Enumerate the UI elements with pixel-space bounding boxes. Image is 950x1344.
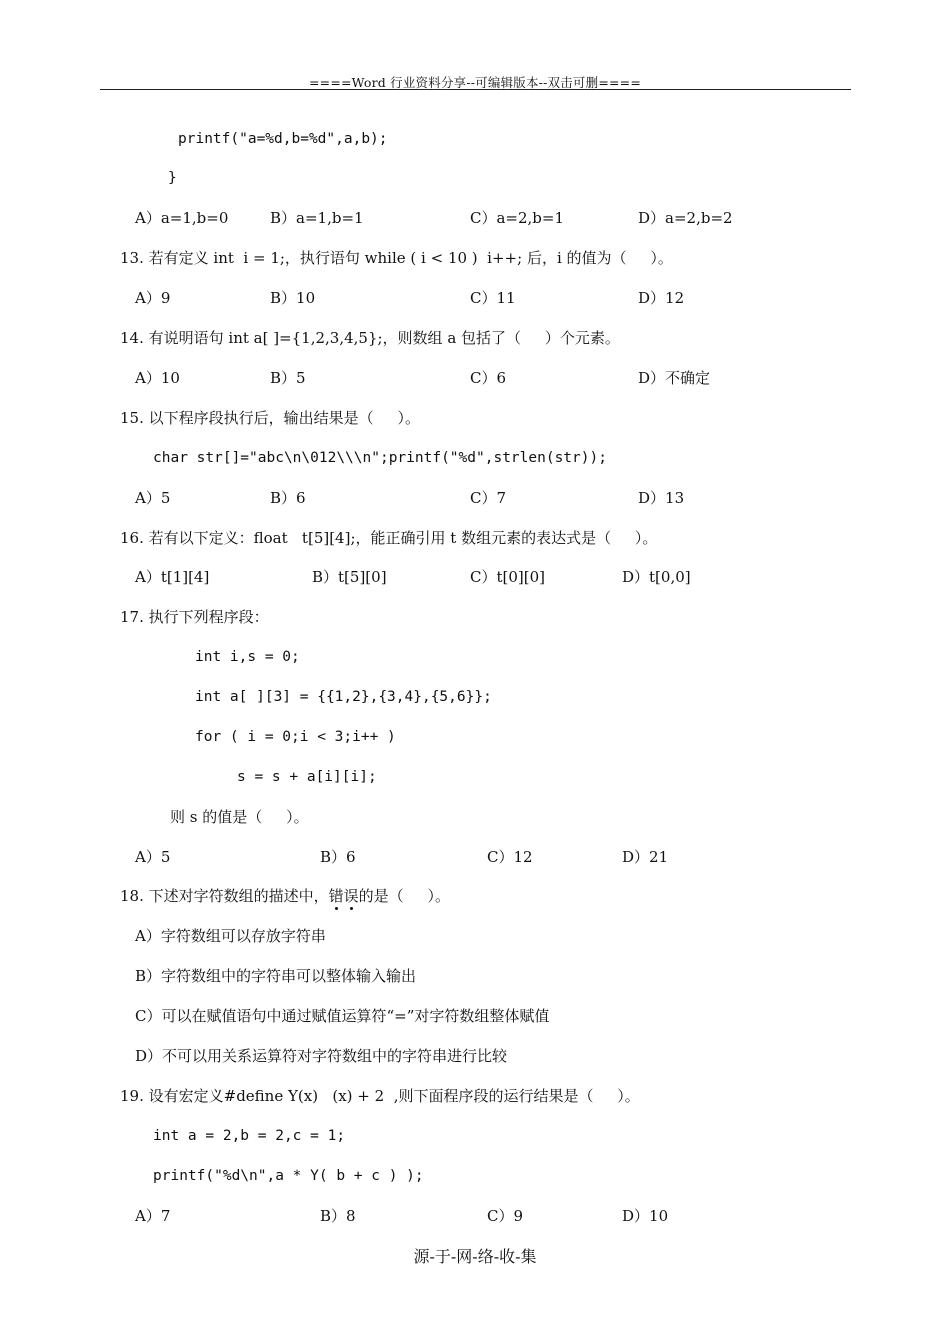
q17-option-a: A）5 [135,848,171,866]
q19-option-d: D）10 [622,1207,669,1225]
q17-code-line-3: for ( i = 0;i < 3;i++ ) [195,729,396,745]
q19-option-c: C）9 [487,1207,524,1225]
q18-stem-after: 的是（ ）。 [358,887,450,905]
q14-option-c: C）6 [470,369,507,387]
page-header: ====Word 行业资料分享--可编辑版本--双击可删==== [308,75,642,90]
q13-option-a: A）9 [135,289,171,307]
q13-option-c: C）11 [470,289,516,307]
q17-question: 则 s 的值是（ ）。 [170,808,309,826]
q18-option-d: D）不可以用关系运算符对字符数组中的字符串进行比较 [135,1047,508,1065]
q12-option-d: D）a=2,b=2 [638,209,733,227]
q17-code-line-1: int i,s = 0; [195,649,300,665]
page-footer: 源-于-网-络-收-集 [413,1247,537,1266]
q18-emphasis-char-2: 误 [343,887,359,905]
q12-option-a: A）a=1,b=0 [135,209,229,227]
q17-option-d: D）21 [622,848,669,866]
header-rule [100,89,851,90]
q16-option-c: C）t[0][0] [470,568,546,586]
q15-option-b: B）6 [270,489,306,507]
q15-stem: 15. 以下程序段执行后，输出结果是（ ）。 [120,409,420,427]
q18-option-c: C）可以在赋值语句中通过赋值运算符“=”对字符数组整体赋值 [135,1007,550,1025]
q19-stem: 19. 设有宏定义#define Y(x) (x) + 2 ,则下面程序段的运行结果是（ ）。 [120,1087,640,1105]
q17-stem: 17. 执行下列程序段： [120,608,269,626]
q17-code-line-4: s = s + a[i][i]; [237,769,377,785]
q16-option-b: B）t[5][0] [312,568,387,586]
q19-option-a: A）7 [135,1207,171,1225]
q15-option-d: D）13 [638,489,685,507]
q14-option-b: B）5 [270,369,306,387]
q18-option-a: A）字符数组可以存放字符串 [135,927,326,945]
q15-code: char str[]="abc\n\012\\\n";printf("%d",strlen(str)); [153,450,607,466]
q13-option-b: B）10 [270,289,316,307]
q16-option-a: A）t[1][4] [135,568,210,586]
q15-option-a: A）5 [135,489,171,507]
q16-option-d: D）t[0,0] [622,568,691,586]
q12-option-c: C）a=2,b=1 [470,209,565,227]
q12-code-line-1: printf("a=%d,b=%d",a,b); [178,131,388,147]
q17-option-c: C）12 [487,848,533,866]
q19-code-line-2: printf("%d\n",a * Y( b + c ) ); [153,1168,424,1184]
q16-stem: 16. 若有以下定义：float t[5][4];，能正确引用 t 数组元素的表达式是（ ）。 [120,529,658,547]
q17-option-b: B）6 [320,848,356,866]
q19-code-line-1: int a = 2,b = 2,c = 1; [153,1128,346,1144]
q18-stem [120,887,450,905]
q18-option-b: B）字符数组中的字符串可以整体输入输出 [135,967,417,985]
q12-option-b: B）a=1,b=1 [270,209,364,227]
q14-option-d: D）不确定 [638,369,711,387]
q14-option-a: A）10 [135,369,180,387]
q18-emphasis-char-1: 错 [328,887,344,905]
q13-option-d: D）12 [638,289,685,307]
q18-stem-before: 18. 下述对字符数组的描述中， [120,887,329,905]
q19-option-b: B）8 [320,1207,356,1225]
q14-stem: 14. 有说明语句 int a[ ]={1,2,3,4,5};，则数组 a 包括了（ ）个元素。 [120,329,620,347]
q13-stem: 13. 若有定义 int i = 1;，执行语句 while ( i < 10 ) i++; 后，i 的值为（ ）。 [120,249,673,267]
q15-option-c: C）7 [470,489,507,507]
q17-code-line-2: int a[ ][3] = {{1,2},{3,4},{5,6}}; [195,689,492,705]
q12-code-line-2: } [168,170,177,186]
